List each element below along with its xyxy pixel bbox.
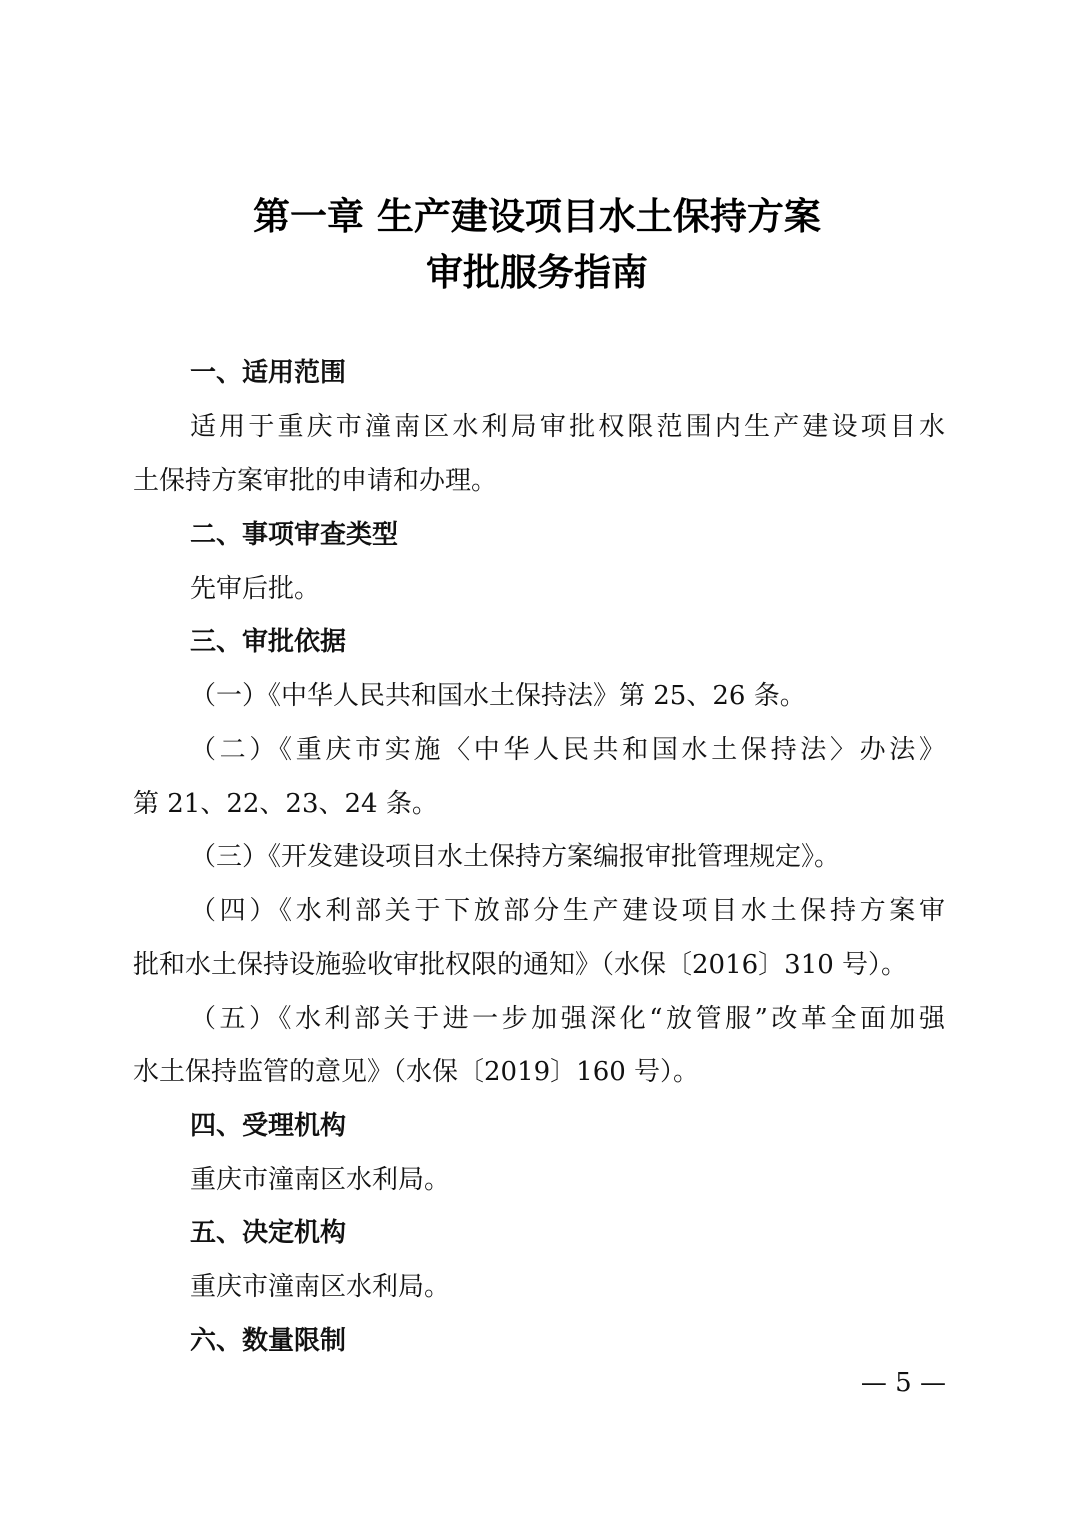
accepting-agency-text: 重庆市潼南区水利局。 [190, 1165, 451, 1195]
chapter-title-line1: 第一章 生产建设项目水土保持方案 [253, 195, 821, 238]
basis-item-2-line2: 第 21、22、23、24 条。 [133, 789, 438, 819]
section-heading-basis: 三、审批依据 [190, 627, 347, 657]
basis-item-4-line2: 批和水土保持设施验收审批权限的通知》（水保〔2016〕310 号）。 [133, 950, 908, 980]
basis-item-5-line1: （五）《水利部关于进一步加强深化“放管服”改革全面加强 [190, 1004, 945, 1034]
basis-item-5-line2: 水土保持监管的意见》（水保〔2019〕160 号）。 [133, 1057, 700, 1087]
basis-item-1: （一）《中华人民共和国水土保持法》第 25、26 条。 [190, 681, 806, 711]
basis-item-3: （三）《开发建设项目水土保持方案编报审批管理规定》。 [190, 842, 841, 872]
scope-paragraph-line2: 土保持方案审批的申请和办理。 [133, 466, 498, 496]
section-heading-accepting-agency: 四、受理机构 [190, 1111, 347, 1141]
chapter-title-line2: 审批服务指南 [426, 251, 648, 294]
section-heading-review-type: 二、事项审查类型 [190, 520, 399, 550]
page-number: — 5 — [860, 1368, 946, 1398]
section-heading-quantity-limit: 六、数量限制 [190, 1326, 347, 1356]
deciding-agency-text: 重庆市潼南区水利局。 [190, 1272, 451, 1302]
review-type-text: 先审后批。 [190, 574, 321, 604]
basis-item-4-line1: （四）《水利部关于下放部分生产建设项目水土保持方案审 [190, 896, 945, 926]
section-heading-deciding-agency: 五、决定机构 [190, 1218, 347, 1248]
section-heading-scope: 一、适用范围 [190, 358, 347, 388]
scope-paragraph-line1: 适用于重庆市潼南区水利局审批权限范围内生产建设项目水 [190, 412, 945, 442]
basis-item-2-line1: （二）《重庆市实施〈中华人民共和国水土保持法〉办法》 [190, 735, 945, 765]
